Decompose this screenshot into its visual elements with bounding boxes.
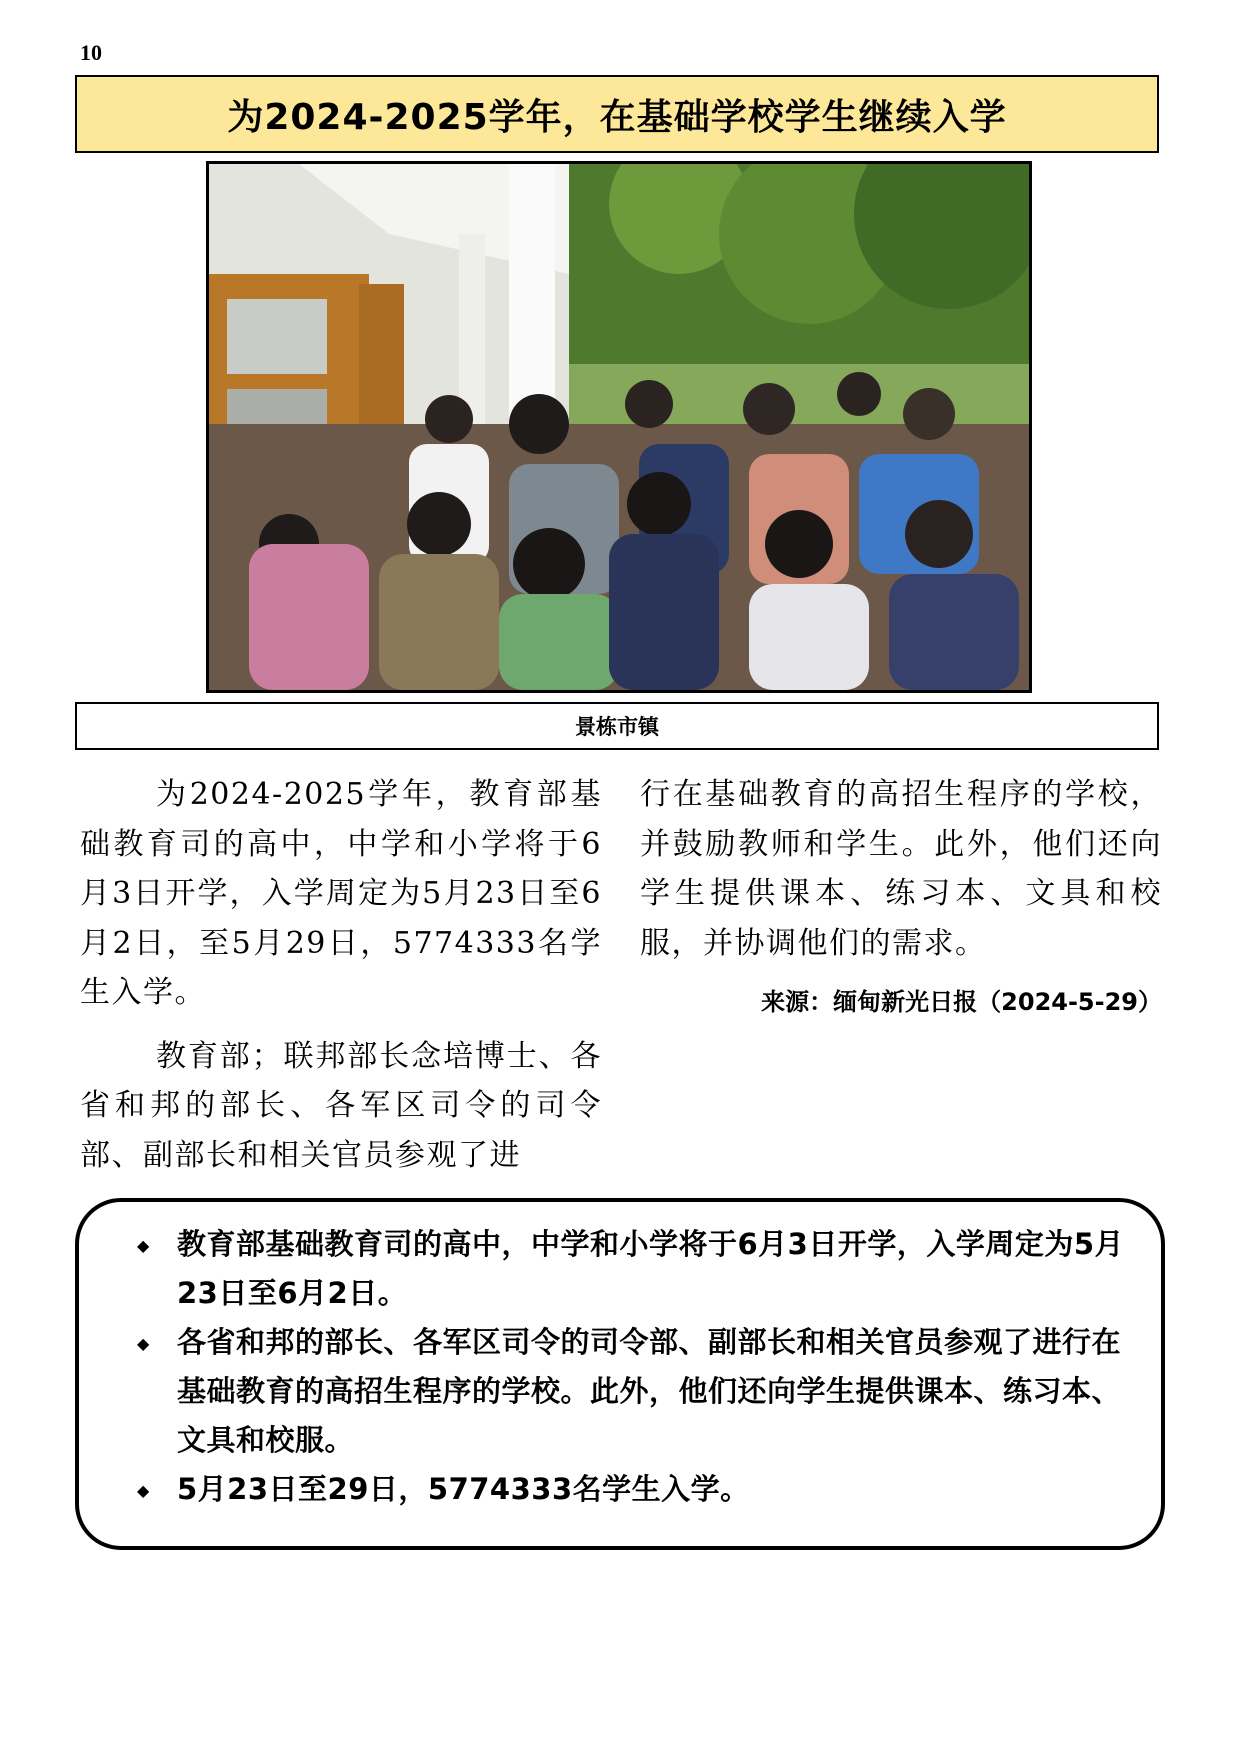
summary-item-text: 各省和邦的部长、各军区司令的司令部、副部长和相关官员参观了进行在基础教育的高招生程序的学校。此外，他们还向学生提供课本、练习本、文具和校服。: [177, 1325, 1122, 1457]
crowd-photo-illustration: [209, 164, 1029, 690]
summary-item-text: 5月23日至29日，5774333名学生入学。: [177, 1472, 750, 1506]
article-source: 来源：缅甸新光日报（2024-5-29）: [761, 988, 1162, 1016]
article-left-column: [80, 770, 602, 1180]
summary-item-text: 教育部基础教育司的高中，中学和小学将于6月3日开学，入学周定为5月23日至6月2日。: [177, 1227, 1125, 1310]
article-paragraph: 教育部；联邦部长念培博士、各省和邦的部长、各军区司令的司令部、副部长和相关官员参观了进: [80, 1038, 602, 1173]
diamond-bullet-icon: ◆: [137, 1334, 150, 1353]
article-paragraph: 行在基础教育的高招生程序的学校，并鼓励教师和学生。此外，他们还向学生提供课本、练习本、文具和校服，并协调他们的需求。: [640, 777, 1162, 961]
summary-item: [117, 1318, 1139, 1465]
photo-caption: 景栋市镇: [75, 702, 1159, 750]
summary-item: [117, 1465, 1139, 1514]
diamond-bullet-icon: ◆: [137, 1236, 150, 1255]
page-number: 10: [80, 40, 102, 65]
crowd-photo: [206, 161, 1032, 693]
summary-item: [117, 1220, 1139, 1318]
diamond-bullet-icon: ◆: [137, 1481, 150, 1500]
article-right-column: [640, 770, 1162, 1022]
summary-box: [75, 1198, 1165, 1550]
page-title: 为2024-2025学年，在基础学校学生继续入学: [75, 75, 1159, 153]
article-paragraph: 为2024-2025学年，教育部基础教育司的高中，中学和小学将于6月3日开学，入学周定为5月23日至6月2日，至5月29日，5774333名学生入学。: [80, 777, 602, 1010]
